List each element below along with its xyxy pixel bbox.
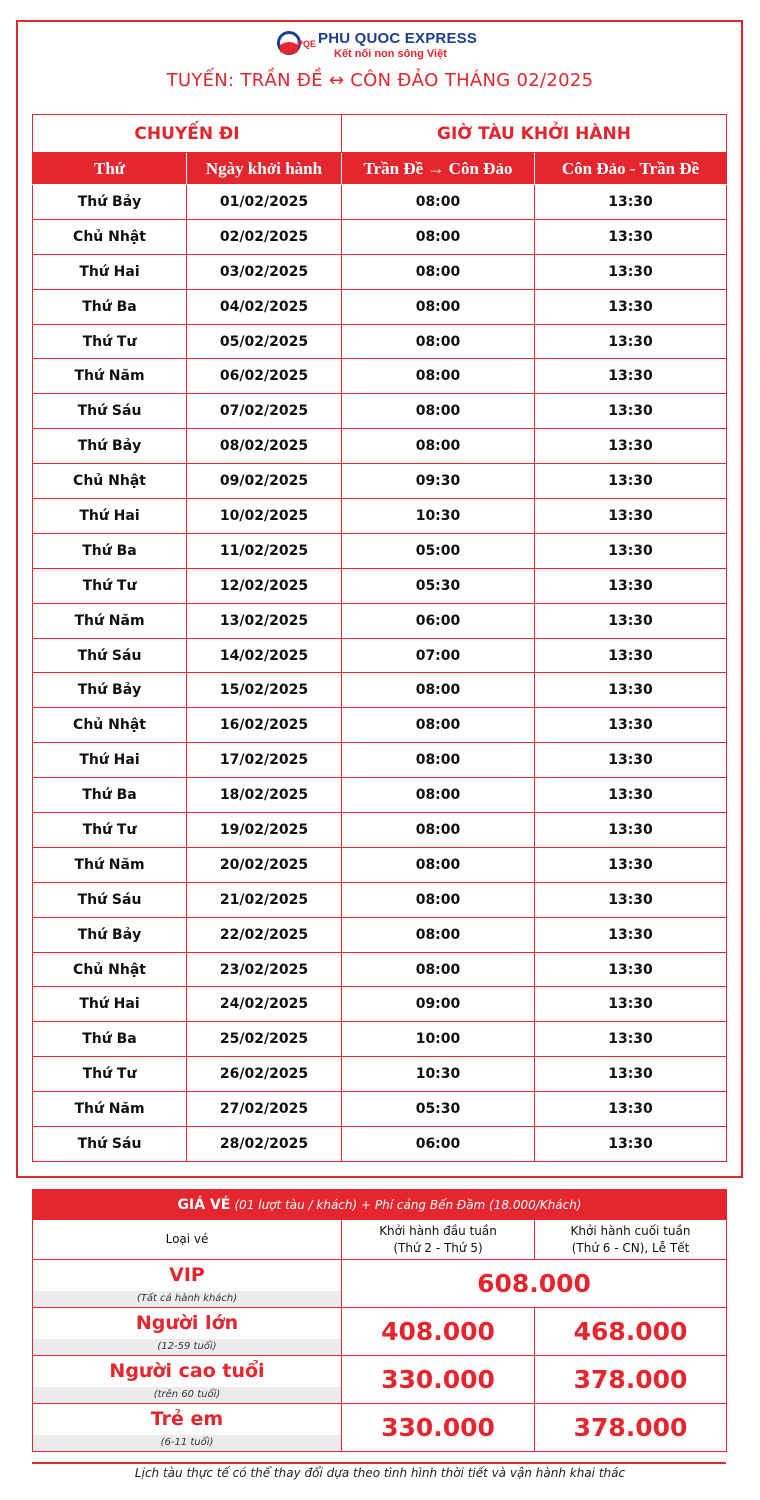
schedule-row [33, 987, 727, 1022]
cell-time-tran-de-con-dao: 05:30 [342, 1092, 535, 1127]
cell-date: 19/02/2025 [187, 813, 342, 848]
cell-time-con-dao-tran-de: 13:30 [535, 673, 727, 708]
weekend-price: 378.000 [535, 1404, 727, 1452]
cell-day: Thứ Sáu [33, 394, 187, 429]
cell-time-tran-de-con-dao: 10:30 [342, 1057, 535, 1092]
cell-time-con-dao-tran-de: 13:30 [535, 987, 727, 1022]
schedule-row [33, 464, 727, 499]
cell-time-tran-de-con-dao: 09:00 [342, 987, 535, 1022]
cell-time-con-dao-tran-de: 13:30 [535, 324, 727, 359]
cell-date: 11/02/2025 [187, 533, 342, 568]
cell-date: 01/02/2025 [187, 185, 342, 220]
cell-time-con-dao-tran-de: 13:30 [535, 813, 727, 848]
column-header-date: Ngày khởi hành [187, 153, 342, 185]
schedule-row [33, 254, 727, 289]
schedule-row [33, 219, 727, 254]
schedule-row [33, 1092, 727, 1127]
cell-time-tran-de-con-dao: 08:00 [342, 813, 535, 848]
cell-time-con-dao-tran-de: 13:30 [535, 638, 727, 673]
price-header-weekend-line2: (Thứ 6 - CN), Lễ Tết [571, 1240, 690, 1255]
cell-date: 10/02/2025 [187, 499, 342, 534]
cell-time-tran-de-con-dao: 09:30 [342, 464, 535, 499]
cell-time-tran-de-con-dao: 08:00 [342, 289, 535, 324]
schedule-row [33, 847, 727, 882]
cell-date: 07/02/2025 [187, 394, 342, 429]
cell-date: 22/02/2025 [187, 917, 342, 952]
cell-day: Thứ Bảy [33, 673, 187, 708]
ticket-type-note: (6-11 tuổi) [33, 1435, 341, 1451]
schedule-row [33, 568, 727, 603]
schedule-row [33, 952, 727, 987]
cell-date: 13/02/2025 [187, 603, 342, 638]
price-row-vip [33, 1260, 727, 1308]
cell-day: Thứ Hai [33, 254, 187, 289]
cell-day: Thứ Hai [33, 499, 187, 534]
cell-time-con-dao-tran-de: 13:30 [535, 254, 727, 289]
ticket-type-name: Người cao tuổi [109, 1360, 265, 1382]
cell-time-tran-de-con-dao: 05:00 [342, 533, 535, 568]
phu-quoc-express-logo [276, 30, 316, 56]
schedule-row [33, 289, 727, 324]
column-header-day: Thứ [33, 153, 187, 185]
cell-day: Thứ Ba [33, 289, 187, 324]
cell-time-con-dao-tran-de: 13:30 [535, 1092, 727, 1127]
price-header-weekday-line2: (Thứ 2 - Thứ 5) [393, 1240, 483, 1255]
cell-date: 05/02/2025 [187, 324, 342, 359]
cell-time-con-dao-tran-de: 13:30 [535, 359, 727, 394]
price-title-label: GIÁ VÉ [177, 1196, 231, 1213]
schedule-row [33, 638, 727, 673]
cell-date: 06/02/2025 [187, 359, 342, 394]
cell-time-con-dao-tran-de: 13:30 [535, 533, 727, 568]
cell-time-con-dao-tran-de: 13:30 [535, 743, 727, 778]
cell-date: 20/02/2025 [187, 847, 342, 882]
cell-day: Chủ Nhật [33, 219, 187, 254]
cell-time-tran-de-con-dao: 10:00 [342, 1022, 535, 1057]
price-title-note: (01 lượt tàu / khách) + Phí cảng Bến Đầm (18.000/Khách) [234, 1197, 582, 1212]
cell-time-con-dao-tran-de: 13:30 [535, 568, 727, 603]
cell-time-tran-de-con-dao: 05:30 [342, 568, 535, 603]
cell-time-tran-de-con-dao: 08:00 [342, 185, 535, 220]
cell-date: 16/02/2025 [187, 708, 342, 743]
cell-time-tran-de-con-dao: 08:00 [342, 324, 535, 359]
cell-time-tran-de-con-dao: 08:00 [342, 882, 535, 917]
cell-time-con-dao-tran-de: 13:30 [535, 499, 727, 534]
cell-time-con-dao-tran-de: 13:30 [535, 847, 727, 882]
cell-time-tran-de-con-dao: 08:00 [342, 917, 535, 952]
cell-date: 28/02/2025 [187, 1127, 342, 1162]
group-header-departure-time: GIỜ TÀU KHỞI HÀNH [342, 115, 727, 153]
cell-day: Thứ Tư [33, 324, 187, 359]
schedule-table [32, 114, 727, 1162]
cell-day: Chủ Nhật [33, 952, 187, 987]
cell-time-tran-de-con-dao: 08:00 [342, 359, 535, 394]
price-header-weekend [535, 1220, 727, 1260]
cell-date: 21/02/2025 [187, 882, 342, 917]
price-header-weekday [342, 1220, 535, 1260]
cell-time-con-dao-tran-de: 13:30 [535, 1022, 727, 1057]
cell-time-tran-de-con-dao: 07:00 [342, 638, 535, 673]
price-row-adult [33, 1308, 727, 1356]
schedule-row [33, 1057, 727, 1092]
cell-day: Thứ Năm [33, 359, 187, 394]
schedule-row [33, 743, 727, 778]
cell-time-tran-de-con-dao: 08:00 [342, 673, 535, 708]
ticket-type-child [33, 1404, 342, 1452]
cell-day: Thứ Hai [33, 743, 187, 778]
schedule-row [33, 813, 727, 848]
price-title [33, 1190, 727, 1220]
cell-day: Thứ Bảy [33, 185, 187, 220]
cell-day: Thứ Tư [33, 813, 187, 848]
cell-day: Thứ Năm [33, 603, 187, 638]
ticket-type-name: VIP [169, 1264, 205, 1286]
cell-time-tran-de-con-dao: 08:00 [342, 219, 535, 254]
schedule-row [33, 778, 727, 813]
schedule-row [33, 185, 727, 220]
price-header-weekday-line1: Khởi hành đầu tuần [379, 1223, 497, 1238]
price-table [32, 1189, 727, 1452]
ticket-type-name: Trẻ em [150, 1408, 224, 1430]
column-header-con-dao-to-tran-de: Côn Đảo - Trần Đề [535, 153, 727, 185]
price-header-type: Loại vé [33, 1220, 342, 1260]
schedule-row [33, 673, 727, 708]
cell-time-tran-de-con-dao: 08:00 [342, 952, 535, 987]
cell-date: 08/02/2025 [187, 429, 342, 464]
logo-text: PQE [297, 39, 316, 49]
cell-time-tran-de-con-dao: 08:00 [342, 254, 535, 289]
cell-time-con-dao-tran-de: 13:30 [535, 429, 727, 464]
cell-time-tran-de-con-dao: 10:30 [342, 499, 535, 534]
cell-time-con-dao-tran-de: 13:30 [535, 603, 727, 638]
group-header-trip: CHUYẾN ĐI [33, 115, 342, 153]
vip-price: 608.000 [342, 1260, 727, 1308]
cell-day: Thứ Ba [33, 778, 187, 813]
schedule-row [33, 1022, 727, 1057]
cell-date: 18/02/2025 [187, 778, 342, 813]
price-row-child [33, 1404, 727, 1452]
cell-day: Thứ Sáu [33, 638, 187, 673]
cell-time-tran-de-con-dao: 08:00 [342, 778, 535, 813]
cell-time-tran-de-con-dao: 08:00 [342, 847, 535, 882]
cell-day: Thứ Năm [33, 847, 187, 882]
cell-date: 02/02/2025 [187, 219, 342, 254]
schedule-row [33, 359, 727, 394]
cell-time-con-dao-tran-de: 13:30 [535, 882, 727, 917]
cell-time-tran-de-con-dao: 06:00 [342, 1127, 535, 1162]
cell-time-con-dao-tran-de: 13:30 [535, 464, 727, 499]
schedule-row [33, 499, 727, 534]
cell-time-con-dao-tran-de: 13:30 [535, 952, 727, 987]
cell-date: 25/02/2025 [187, 1022, 342, 1057]
cell-time-con-dao-tran-de: 13:30 [535, 1127, 727, 1162]
ticket-type-adult [33, 1308, 342, 1356]
weekday-price: 408.000 [342, 1308, 535, 1356]
cell-time-tran-de-con-dao: 08:00 [342, 743, 535, 778]
cell-date: 23/02/2025 [187, 952, 342, 987]
schedule-row [33, 882, 727, 917]
cell-date: 26/02/2025 [187, 1057, 342, 1092]
footnote: Lịch tàu thực tế có thể thay đổi dựa theo tình hình thời tiết và vận hành khai thác [134, 1466, 626, 1480]
cell-time-con-dao-tran-de: 13:30 [535, 917, 727, 952]
cell-time-con-dao-tran-de: 13:30 [535, 394, 727, 429]
cell-day: Thứ Hai [33, 987, 187, 1022]
cell-time-con-dao-tran-de: 13:30 [535, 185, 727, 220]
ticket-type-note: (12-59 tuổi) [33, 1339, 341, 1355]
schedule-row [33, 603, 727, 638]
weekday-price: 330.000 [342, 1404, 535, 1452]
schedule-row [33, 533, 727, 568]
cell-day: Thứ Bảy [33, 429, 187, 464]
cell-time-con-dao-tran-de: 13:30 [535, 1057, 727, 1092]
column-header-tran-de-to-con-dao: Trần Đề → Côn Đảo [342, 153, 535, 185]
ticket-type-vip [33, 1260, 342, 1308]
cell-day: Thứ Ba [33, 533, 187, 568]
schedule-row [33, 429, 727, 464]
schedule-row [33, 917, 727, 952]
weekend-price: 468.000 [535, 1308, 727, 1356]
cell-time-tran-de-con-dao: 06:00 [342, 603, 535, 638]
cell-date: 09/02/2025 [187, 464, 342, 499]
cell-day: Thứ Sáu [33, 1127, 187, 1162]
cell-time-tran-de-con-dao: 08:00 [342, 394, 535, 429]
weekend-price: 378.000 [535, 1356, 727, 1404]
schedule-row [33, 1127, 727, 1162]
schedule-row [33, 394, 727, 429]
cell-date: 03/02/2025 [187, 254, 342, 289]
schedule-row [33, 708, 727, 743]
cell-time-con-dao-tran-de: 13:30 [535, 289, 727, 324]
cell-day: Chủ Nhật [33, 464, 187, 499]
ticket-type-name: Người lớn [135, 1312, 239, 1334]
cell-day: Thứ Sáu [33, 882, 187, 917]
cell-time-tran-de-con-dao: 08:00 [342, 429, 535, 464]
cell-day: Thứ Bảy [33, 917, 187, 952]
brand-slogan: Kết nối non sông Việt [334, 48, 447, 60]
cell-time-con-dao-tran-de: 13:30 [535, 219, 727, 254]
cell-date: 27/02/2025 [187, 1092, 342, 1127]
cell-day: Thứ Tư [33, 1057, 187, 1092]
schedule-row [33, 324, 727, 359]
cell-date: 24/02/2025 [187, 987, 342, 1022]
ticket-type-senior [33, 1356, 342, 1404]
ticket-type-note: (trên 60 tuổi) [33, 1387, 341, 1403]
cell-day: Thứ Năm [33, 1092, 187, 1127]
cell-time-con-dao-tran-de: 13:30 [535, 778, 727, 813]
brand-name: PHU QUOC EXPRESS [318, 30, 478, 47]
price-row-senior [33, 1356, 727, 1404]
cell-date: 04/02/2025 [187, 289, 342, 324]
cell-date: 14/02/2025 [187, 638, 342, 673]
cell-day: Chủ Nhật [33, 708, 187, 743]
cell-day: Thứ Tư [33, 568, 187, 603]
footer-divider [32, 1462, 726, 1464]
cell-time-con-dao-tran-de: 13:30 [535, 708, 727, 743]
cell-date: 12/02/2025 [187, 568, 342, 603]
route-title: TUYẾN: TRẦN ĐỀ ↔ CÔN ĐẢO THÁNG 02/2025 [166, 70, 594, 91]
cell-time-tran-de-con-dao: 08:00 [342, 708, 535, 743]
cell-date: 15/02/2025 [187, 673, 342, 708]
cell-day: Thứ Ba [33, 1022, 187, 1057]
price-header-weekend-line1: Khởi hành cuối tuần [570, 1223, 691, 1238]
cell-date: 17/02/2025 [187, 743, 342, 778]
ticket-type-note: (Tất cả hành khách) [33, 1291, 341, 1307]
weekday-price: 330.000 [342, 1356, 535, 1404]
